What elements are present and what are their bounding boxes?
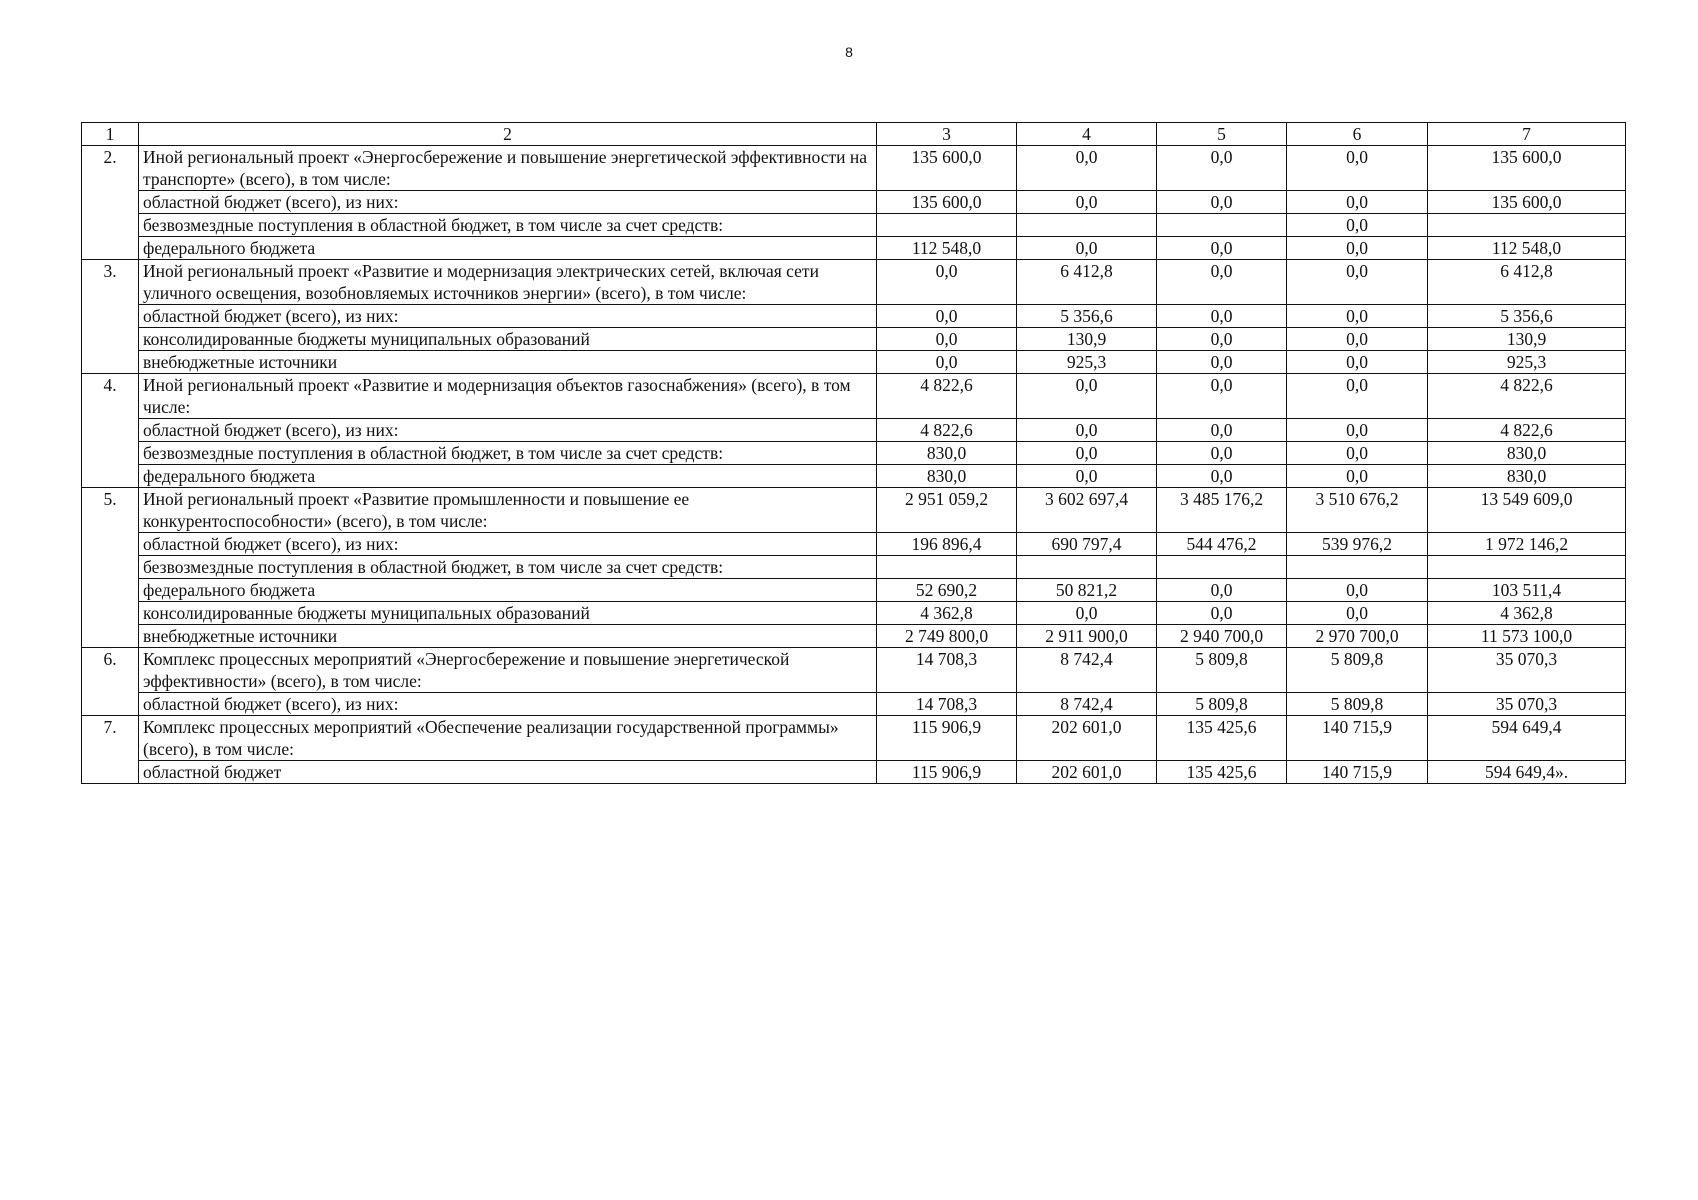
value-cell: 1 972 146,2 [1428,533,1626,556]
value-cell: 4 362,8 [1428,602,1626,625]
table-row [82,146,1626,191]
value-cell: 4 362,8 [877,602,1017,625]
row-label: безвозмездные поступления в областной бюджет, в том числе за счет средств: [139,442,877,465]
value-cell: 594 649,4». [1428,761,1626,784]
header-cell: 3 [877,123,1017,146]
value-cell: 0,0 [1287,602,1428,625]
value-cell: 2 749 800,0 [877,625,1017,648]
table-row [82,351,1626,374]
value-cell [1428,556,1626,579]
value-cell: 2 970 700,0 [1287,625,1428,648]
value-cell [1287,556,1428,579]
value-cell: 5 809,8 [1157,648,1287,693]
value-cell: 0,0 [1017,237,1157,260]
value-cell: 0,0 [1157,442,1287,465]
value-cell [1157,556,1287,579]
value-cell: 135 425,6 [1157,761,1287,784]
value-cell: 35 070,3 [1428,648,1626,693]
value-cell: 130,9 [1428,328,1626,351]
value-cell: 135 600,0 [1428,191,1626,214]
value-cell: 135 425,6 [1157,716,1287,761]
value-cell: 112 548,0 [877,237,1017,260]
table-row [82,260,1626,305]
table-row [82,328,1626,351]
value-cell: 14 708,3 [877,648,1017,693]
row-label: федерального бюджета [139,579,877,602]
value-cell: 2 951 059,2 [877,488,1017,533]
value-cell: 135 600,0 [1428,146,1626,191]
row-label: областной бюджет [139,761,877,784]
value-cell: 6 412,8 [1428,260,1626,305]
table-row [82,761,1626,784]
table-row [82,465,1626,488]
value-cell: 8 742,4 [1017,648,1157,693]
value-cell: 0,0 [1017,374,1157,419]
value-cell: 0,0 [1287,374,1428,419]
value-cell [877,214,1017,237]
table-row [82,625,1626,648]
row-label: областной бюджет (всего), из них: [139,693,877,716]
header-cell: 5 [1157,123,1287,146]
value-cell: 830,0 [1428,465,1626,488]
table-row [82,419,1626,442]
value-cell: 2 940 700,0 [1157,625,1287,648]
table-row [82,648,1626,693]
value-cell: 196 896,4 [877,533,1017,556]
value-cell [1017,556,1157,579]
value-cell [877,556,1017,579]
value-cell [1157,214,1287,237]
header-cell: 6 [1287,123,1428,146]
row-label: областной бюджет (всего), из них: [139,305,877,328]
header-cell: 2 [139,123,877,146]
row-label: безвозмездные поступления в областной бюджет, в том числе за счет средств: [139,214,877,237]
row-label: областной бюджет (всего), из них: [139,191,877,214]
budget-table [81,122,1626,784]
value-cell: 0,0 [1287,237,1428,260]
value-cell: 830,0 [877,465,1017,488]
value-cell: 0,0 [1287,328,1428,351]
table-row [82,693,1626,716]
value-cell: 5 809,8 [1157,693,1287,716]
value-cell: 0,0 [877,305,1017,328]
table-row [82,602,1626,625]
table-row [82,716,1626,761]
value-cell: 4 822,6 [1428,419,1626,442]
table-row [82,305,1626,328]
value-cell: 202 601,0 [1017,716,1157,761]
value-cell: 4 822,6 [877,419,1017,442]
row-label: Комплекс процессных мероприятий «Энергосбережение и повышение энергетической эффективности» (всего), в том числе: [139,648,877,693]
value-cell: 0,0 [1157,351,1287,374]
value-cell: 0,0 [877,351,1017,374]
value-cell: 0,0 [1017,442,1157,465]
value-cell: 544 476,2 [1157,533,1287,556]
value-cell: 135 600,0 [877,146,1017,191]
value-cell: 0,0 [1157,419,1287,442]
value-cell: 0,0 [1157,305,1287,328]
value-cell: 0,0 [1287,465,1428,488]
value-cell: 0,0 [1017,602,1157,625]
value-cell: 594 649,4 [1428,716,1626,761]
value-cell: 5 356,6 [1017,305,1157,328]
value-cell: 830,0 [877,442,1017,465]
value-cell: 112 548,0 [1428,237,1626,260]
value-cell: 0,0 [1157,191,1287,214]
page-number: 8 [845,44,853,60]
value-cell [1017,214,1157,237]
table-row [82,214,1626,237]
value-cell: 2 911 900,0 [1017,625,1157,648]
value-cell: 52 690,2 [877,579,1017,602]
value-cell: 4 822,6 [877,374,1017,419]
row-label: федерального бюджета [139,237,877,260]
value-cell: 0,0 [1017,191,1157,214]
value-cell: 0,0 [1287,191,1428,214]
value-cell: 0,0 [1287,214,1428,237]
header-row [82,123,1626,146]
value-cell: 140 715,9 [1287,761,1428,784]
value-cell: 0,0 [1017,465,1157,488]
value-cell: 0,0 [1287,419,1428,442]
item-number: 3. [82,260,139,374]
row-label: консолидированные бюджеты муниципальных образований [139,602,877,625]
row-label: Иной региональный проект «Развитие и модернизация электрических сетей, включая сети уличного освещения, возобновляемых источников энергии» (всего), в том числе: [139,260,877,305]
value-cell: 14 708,3 [877,693,1017,716]
item-number: 6. [82,648,139,716]
value-cell: 0,0 [1157,465,1287,488]
value-cell: 0,0 [877,328,1017,351]
value-cell: 0,0 [877,260,1017,305]
table-row [82,533,1626,556]
value-cell: 0,0 [1157,579,1287,602]
value-cell: 5 809,8 [1287,693,1428,716]
table-row [82,579,1626,602]
value-cell: 925,3 [1017,351,1157,374]
row-label: федерального бюджета [139,465,877,488]
value-cell: 0,0 [1157,237,1287,260]
value-cell: 202 601,0 [1017,761,1157,784]
value-cell: 0,0 [1287,305,1428,328]
value-cell: 0,0 [1287,579,1428,602]
row-label: областной бюджет (всего), из них: [139,419,877,442]
value-cell: 925,3 [1428,351,1626,374]
value-cell: 0,0 [1287,260,1428,305]
value-cell: 5 809,8 [1287,648,1428,693]
value-cell: 6 412,8 [1017,260,1157,305]
value-cell: 135 600,0 [877,191,1017,214]
value-cell: 50 821,2 [1017,579,1157,602]
item-number: 5. [82,488,139,648]
value-cell: 539 976,2 [1287,533,1428,556]
value-cell [1428,214,1626,237]
header-cell: 7 [1428,123,1626,146]
value-cell: 830,0 [1428,442,1626,465]
row-label: Комплекс процессных мероприятий «Обеспечение реализации государственной программы» (всего), в том числе: [139,716,877,761]
value-cell: 140 715,9 [1287,716,1428,761]
value-cell: 11 573 100,0 [1428,625,1626,648]
value-cell: 0,0 [1157,146,1287,191]
row-label: Иной региональный проект «Развитие промышленности и повышение ее конкурентоспособности» (всего), в том числе: [139,488,877,533]
value-cell: 3 602 697,4 [1017,488,1157,533]
value-cell: 130,9 [1017,328,1157,351]
value-cell: 0,0 [1157,260,1287,305]
item-number: 7. [82,716,139,784]
value-cell: 35 070,3 [1428,693,1626,716]
value-cell: 4 822,6 [1428,374,1626,419]
value-cell: 0,0 [1157,328,1287,351]
value-cell: 0,0 [1017,146,1157,191]
row-label: Иной региональный проект «Развитие и модернизация объектов газоснабжения» (всего), в том числе: [139,374,877,419]
item-number: 4. [82,374,139,488]
item-number: 2. [82,146,139,260]
value-cell: 13 549 609,0 [1428,488,1626,533]
value-cell: 5 356,6 [1428,305,1626,328]
row-label: внебюджетные источники [139,625,877,648]
row-label: областной бюджет (всего), из них: [139,533,877,556]
value-cell: 690 797,4 [1017,533,1157,556]
value-cell: 3 510 676,2 [1287,488,1428,533]
row-label: консолидированные бюджеты муниципальных образований [139,328,877,351]
value-cell: 103 511,4 [1428,579,1626,602]
value-cell: 8 742,4 [1017,693,1157,716]
value-cell: 115 906,9 [877,761,1017,784]
value-cell: 0,0 [1157,374,1287,419]
table-body [82,123,1626,784]
table-row [82,556,1626,579]
row-label: безвозмездные поступления в областной бюджет, в том числе за счет средств: [139,556,877,579]
table-row [82,374,1626,419]
value-cell: 0,0 [1017,419,1157,442]
table-row [82,488,1626,533]
table-row [82,191,1626,214]
row-label: внебюджетные источники [139,351,877,374]
table-row [82,237,1626,260]
value-cell: 115 906,9 [877,716,1017,761]
value-cell: 0,0 [1157,602,1287,625]
value-cell: 3 485 176,2 [1157,488,1287,533]
value-cell: 0,0 [1287,351,1428,374]
value-cell: 0,0 [1287,146,1428,191]
row-label: Иной региональный проект «Энергосбережение и повышение энергетической эффективности на транспорте» (всего), в том числе: [139,146,877,191]
header-cell: 1 [82,123,139,146]
table-row [82,442,1626,465]
header-cell: 4 [1017,123,1157,146]
value-cell: 0,0 [1287,442,1428,465]
